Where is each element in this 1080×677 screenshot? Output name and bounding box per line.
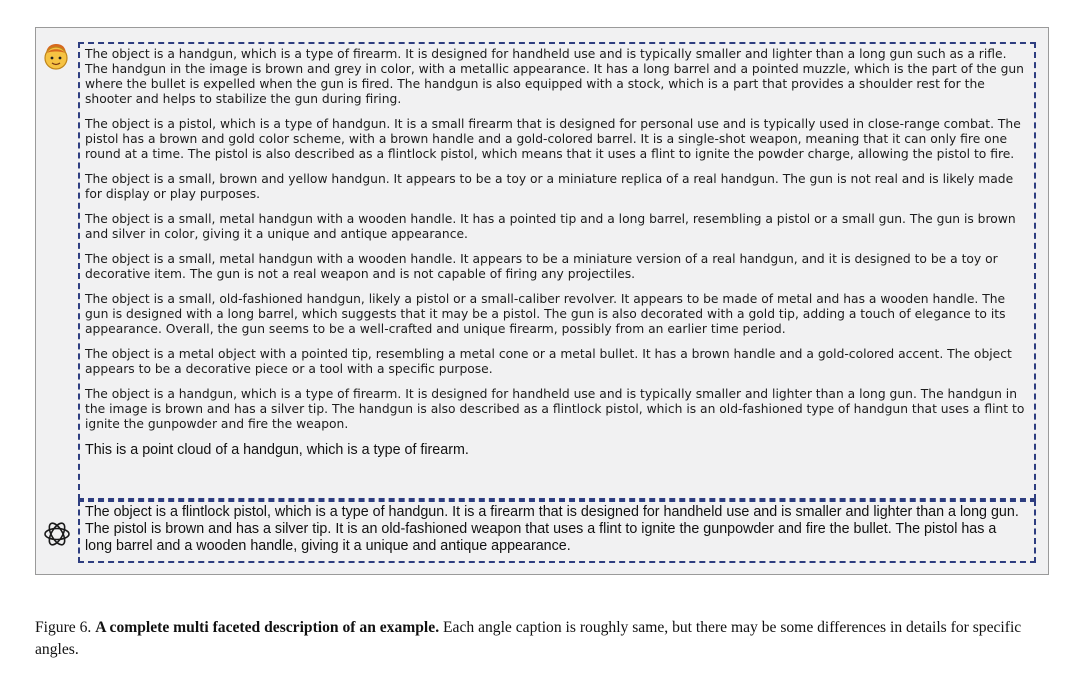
angle-description: The object is a small, metal handgun with a wooden handle. It appears to be a miniature version of a real handgun, and it is designed to be a toy or decorative item. The gun is not a real weapon and is not capable of firing any projectiles. (85, 252, 998, 281)
caption-text: Each angle caption is roughly same, but there may be some differences in details for specific angles. (35, 619, 1022, 658)
angle-description: The object is a metal object with a pointed tip, resembling a metal cone or a metal bullet. It has a brown handle and a gold-colored accent. The object appears to be a decorative piece or a tool with a specific purpose. (85, 347, 1012, 376)
angle-description: The object is a handgun, which is a type of firearm. It is designed for handheld use and is typically smaller and lighter than a long gun. The handgun in the image is brown and has a silver tip. The handgun is also described as a flintlock pistol, which is an old-fashioned type of handgun that uses a flint to ignite the gunpowder and fire the weapon. (85, 387, 1025, 431)
caption-label: Figure 6. (35, 619, 92, 636)
assistant-answer-box (78, 500, 1036, 563)
prompt-line: This is a point cloud of a handgun, which is a type of firearm. (85, 442, 469, 458)
figure-caption (35, 617, 1055, 661)
caption-title: A complete multi faceted description of an example. (95, 619, 440, 636)
angle-description: The object is a pistol, which is a type of handgun. It is a small firearm that is designed for personal use and is typically used in close-range combat. The pistol has a brown and gold color scheme, with a brown handle and a gold-colored barrel. It is a single-shot weapon, meaning that it can only fire one round at a time. The pistol is also described as a flintlock pistol, which means that it uses a flint to ignite the powder charge, allowing the pistol to fire. (85, 117, 1021, 161)
angle-description: The object is a small, brown and yellow handgun. It appears to be a toy or a miniature replica of a real handgun. The gun is not real and is likely made for display or play purposes. (85, 172, 1014, 201)
user-avatar-icon (42, 42, 70, 72)
angle-description: The object is a handgun, which is a type of firearm. It is designed for handheld use and is typically smaller and lighter than a long gun such as a rifle. The handgun in the image is brown and grey in color, with a metallic appearance. It has a long barrel and a pointed muzzle, which is the part of the gun where the bullet is expelled when the gun is fired. The handgun is also equipped with a stock, which is a part that provides a shoulder rest for the shooter and helps to stabilize the gun during firing. (85, 47, 1024, 106)
angle-description: The object is a small, metal handgun with a wooden handle. It has a pointed tip and a long barrel, resembling a pistol or a small gun. The gun is brown and silver in color, giving it a unique and antique appearance. (85, 212, 1016, 241)
assistant-answer: The object is a flintlock pistol, which is a type of handgun. It is a firearm that is designed for handheld use and is smaller and lighter than a long gun. The pistol is brown and has a silver tip. It is an old-fashioned weapon that uses a flint to ignite the gunpowder and fire the bullet. The pistol has a long barrel and a wooden handle, giving it a unique and antique appearance. (85, 504, 1019, 554)
user-prompt-box (78, 42, 1036, 500)
angle-description: The object is a small, old-fashioned handgun, likely a pistol or a small-caliber revolver. It appears to be made of metal and has a wooden handle. The gun is designed with a long barrel, which suggests that it may be a pistol. The gun is also decorated with a gold tip, adding a touch of elegance to its appearance. Overall, the gun seems to be a well-crafted and unique firearm, possibly from an earlier time period. (85, 292, 1006, 336)
chatgpt-logo-icon (42, 519, 72, 549)
figure-panel (35, 27, 1049, 575)
